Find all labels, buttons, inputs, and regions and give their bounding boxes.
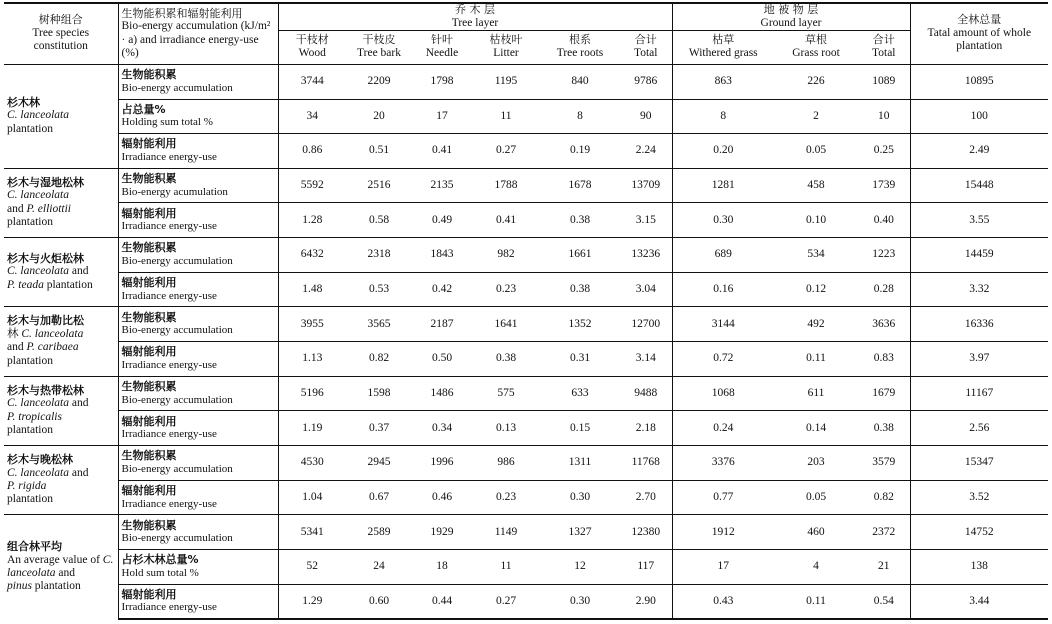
value-cell: 863	[672, 64, 774, 99]
value-cell: 0.24	[672, 411, 774, 446]
value-cell: 3.52	[910, 480, 1048, 515]
value-cell: 0.83	[858, 342, 910, 377]
table-row	[4, 515, 1048, 550]
value-cell: 0.77	[672, 480, 774, 515]
value-cell: 2.49	[910, 134, 1048, 169]
value-cell: 1.19	[278, 411, 346, 446]
metric-cell: 辐射能利用 Irradiance energy-use	[118, 584, 278, 619]
value-cell: 1486	[412, 376, 472, 411]
value-cell: 16336	[910, 307, 1048, 342]
metric-cell: 生物能积累 Bio-energy acumulation	[118, 168, 278, 203]
table-row	[4, 99, 1048, 134]
column-header: 合计 Total	[858, 30, 910, 64]
table-row	[4, 584, 1048, 619]
value-cell: 0.41	[472, 203, 540, 238]
value-cell: 2945	[346, 446, 412, 481]
value-cell: 0.15	[540, 411, 620, 446]
table-row	[4, 411, 1048, 446]
value-cell: 2209	[346, 64, 412, 99]
value-cell: 2318	[346, 238, 412, 273]
value-cell: 21	[858, 550, 910, 585]
value-cell: 12700	[620, 307, 672, 342]
column-header: 根系 Tree roots	[540, 30, 620, 64]
column-header: 干枝材 Wood	[278, 30, 346, 64]
value-cell: 2589	[346, 515, 412, 550]
value-cell: 10895	[910, 64, 1048, 99]
metric-cell: 生物能积累 Bio-energy accumulation	[118, 307, 278, 342]
value-cell: 9488	[620, 376, 672, 411]
value-cell: 0.43	[672, 584, 774, 619]
value-cell: 34	[278, 99, 346, 134]
table-row	[4, 238, 1048, 273]
value-cell: 0.46	[412, 480, 472, 515]
table-row	[4, 168, 1048, 203]
value-cell: 6432	[278, 238, 346, 273]
value-cell: 3.15	[620, 203, 672, 238]
value-cell: 12380	[620, 515, 672, 550]
whole-plantation-header: 全林总量 Tatal amount of whole plantation	[910, 3, 1048, 64]
value-cell: 0.25	[858, 134, 910, 169]
value-cell: 0.82	[858, 480, 910, 515]
value-cell: 11768	[620, 446, 672, 481]
value-cell: 2.90	[620, 584, 672, 619]
value-cell: 3579	[858, 446, 910, 481]
value-cell: 458	[774, 168, 858, 203]
table-row	[4, 342, 1048, 377]
value-cell: 0.50	[412, 342, 472, 377]
value-cell: 1598	[346, 376, 412, 411]
value-cell: 1929	[412, 515, 472, 550]
value-cell: 0.60	[346, 584, 412, 619]
value-cell: 0.19	[540, 134, 620, 169]
value-cell: 1281	[672, 168, 774, 203]
value-cell: 14459	[910, 238, 1048, 273]
value-cell: 611	[774, 376, 858, 411]
value-cell: 0.58	[346, 203, 412, 238]
value-cell: 4	[774, 550, 858, 585]
value-cell: 3.55	[910, 203, 1048, 238]
value-cell: 460	[774, 515, 858, 550]
value-cell: 0.27	[472, 584, 540, 619]
value-cell: 0.41	[412, 134, 472, 169]
table-header	[4, 3, 1048, 64]
value-cell: 689	[672, 238, 774, 273]
value-cell: 12	[540, 550, 620, 585]
value-cell: 1996	[412, 446, 472, 481]
metric-cell: 生物能积累 Bio-energy accumulation	[118, 376, 278, 411]
value-cell: 11	[472, 99, 540, 134]
value-cell: 1843	[412, 238, 472, 273]
value-cell: 1.28	[278, 203, 346, 238]
ground-layer-header: 地 被 物 层 Ground layer	[672, 3, 910, 30]
value-cell: 90	[620, 99, 672, 134]
value-cell: 2	[774, 99, 858, 134]
table-body	[4, 64, 1048, 619]
value-cell: 0.13	[472, 411, 540, 446]
value-cell: 24	[346, 550, 412, 585]
value-cell: 5592	[278, 168, 346, 203]
value-cell: 5341	[278, 515, 346, 550]
value-cell: 0.23	[472, 480, 540, 515]
value-cell: 534	[774, 238, 858, 273]
column-header: 合计 Total	[620, 30, 672, 64]
species-header: 树种组合 Tree species constitution	[4, 3, 118, 64]
value-cell: 0.05	[774, 480, 858, 515]
value-cell: 2.56	[910, 411, 1048, 446]
value-cell: 1327	[540, 515, 620, 550]
value-cell: 0.38	[472, 342, 540, 377]
column-header: 草根 Grass root	[774, 30, 858, 64]
value-cell: 0.82	[346, 342, 412, 377]
value-cell: 100	[910, 99, 1048, 134]
value-cell: 17	[412, 99, 472, 134]
table-row	[4, 376, 1048, 411]
value-cell: 0.20	[672, 134, 774, 169]
metric-header: 生物能积累和辐射能利用 Bio-energy accumulation (kJ/m² · a) and irradiance energy-use (%)	[118, 3, 278, 64]
value-cell: 1.48	[278, 272, 346, 307]
value-cell: 15448	[910, 168, 1048, 203]
value-cell: 0.37	[346, 411, 412, 446]
value-cell: 10	[858, 99, 910, 134]
value-cell: 0.40	[858, 203, 910, 238]
metric-cell: 辐射能利用 Irradiance energy-use	[118, 203, 278, 238]
value-cell: 4530	[278, 446, 346, 481]
value-cell: 1.29	[278, 584, 346, 619]
column-header: 枯草 Withered grass	[672, 30, 774, 64]
value-cell: 0.42	[412, 272, 472, 307]
value-cell: 13236	[620, 238, 672, 273]
value-cell: 15347	[910, 446, 1048, 481]
column-header: 干枝皮 Tree bark	[346, 30, 412, 64]
value-cell: 0.30	[672, 203, 774, 238]
value-cell: 0.44	[412, 584, 472, 619]
value-cell: 3.97	[910, 342, 1048, 377]
value-cell: 0.05	[774, 134, 858, 169]
value-cell: 9786	[620, 64, 672, 99]
value-cell: 0.49	[412, 203, 472, 238]
value-cell: 0.38	[858, 411, 910, 446]
value-cell: 986	[472, 446, 540, 481]
species-cell: 组合林平均 An average value of C. lanceolata and pinus plantation	[4, 515, 118, 619]
value-cell: 5196	[278, 376, 346, 411]
value-cell: 0.51	[346, 134, 412, 169]
bioenergy-table	[4, 2, 1048, 620]
value-cell: 20	[346, 99, 412, 134]
value-cell: 0.53	[346, 272, 412, 307]
value-cell: 492	[774, 307, 858, 342]
species-cell: 杉木与湿地松林 C. lanceolata and P. elliottii plantation	[4, 168, 118, 237]
metric-cell: 生物能积累 Bio-energy accumulation	[118, 238, 278, 273]
value-cell: 3144	[672, 307, 774, 342]
value-cell: 0.11	[774, 342, 858, 377]
value-cell: 1788	[472, 168, 540, 203]
value-cell: 0.72	[672, 342, 774, 377]
value-cell: 2.18	[620, 411, 672, 446]
value-cell: 2.24	[620, 134, 672, 169]
value-cell: 1089	[858, 64, 910, 99]
table-row	[4, 64, 1048, 99]
species-cell: 杉木与热带松林 C. lanceolata and P. tropicalis plantation	[4, 376, 118, 445]
value-cell: 17	[672, 550, 774, 585]
column-header: 针叶 Needle	[412, 30, 472, 64]
table-row	[4, 203, 1048, 238]
value-cell: 11	[472, 550, 540, 585]
value-cell: 0.38	[540, 272, 620, 307]
metric-cell: 生物能积累 Bio-energy accumulation	[118, 446, 278, 481]
value-cell: 1195	[472, 64, 540, 99]
value-cell: 0.14	[774, 411, 858, 446]
table-row	[4, 446, 1048, 481]
value-cell: 0.34	[412, 411, 472, 446]
value-cell: 0.23	[472, 272, 540, 307]
metric-cell: 占杉木林总量% Hold sum total %	[118, 550, 278, 585]
value-cell: 1149	[472, 515, 540, 550]
value-cell: 0.27	[472, 134, 540, 169]
metric-cell: 辐射能利用 Irradiance energy-use	[118, 480, 278, 515]
value-cell: 0.12	[774, 272, 858, 307]
value-cell: 1679	[858, 376, 910, 411]
value-cell: 1798	[412, 64, 472, 99]
value-cell: 13709	[620, 168, 672, 203]
value-cell: 633	[540, 376, 620, 411]
metric-cell: 辐射能利用 Irradiance energy-use	[118, 272, 278, 307]
metric-cell: 占总量% Holding sum total %	[118, 99, 278, 134]
value-cell: 3636	[858, 307, 910, 342]
value-cell: 3955	[278, 307, 346, 342]
value-cell: 226	[774, 64, 858, 99]
value-cell: 1068	[672, 376, 774, 411]
value-cell: 840	[540, 64, 620, 99]
value-cell: 0.28	[858, 272, 910, 307]
species-cell: 杉木与晚松林 C. lanceolata and P. rigida plantation	[4, 446, 118, 515]
metric-cell: 生物能积累 Bio-energy accumulation	[118, 515, 278, 550]
table-row	[4, 272, 1048, 307]
species-cell: 杉木与火炬松林 C. lanceolata and P. teada plantation	[4, 238, 118, 307]
value-cell: 0.30	[540, 584, 620, 619]
value-cell: 2516	[346, 168, 412, 203]
metric-cell: 辐射能利用 Irradiance energy-use	[118, 134, 278, 169]
value-cell: 14752	[910, 515, 1048, 550]
value-cell: 8	[540, 99, 620, 134]
value-cell: 0.31	[540, 342, 620, 377]
value-cell: 2372	[858, 515, 910, 550]
value-cell: 3565	[346, 307, 412, 342]
value-cell: 0.11	[774, 584, 858, 619]
value-cell: 2187	[412, 307, 472, 342]
value-cell: 0.67	[346, 480, 412, 515]
value-cell: 0.16	[672, 272, 774, 307]
value-cell: 2.70	[620, 480, 672, 515]
value-cell: 0.54	[858, 584, 910, 619]
value-cell: 1739	[858, 168, 910, 203]
value-cell: 18	[412, 550, 472, 585]
value-cell: 1.04	[278, 480, 346, 515]
table-row	[4, 480, 1048, 515]
species-cell: 杉木林 C. lanceolata plantation	[4, 64, 118, 168]
value-cell: 1912	[672, 515, 774, 550]
metric-cell: 生物能积累 Bio-energy accumulation	[118, 64, 278, 99]
value-cell: 117	[620, 550, 672, 585]
value-cell: 3.32	[910, 272, 1048, 307]
value-cell: 203	[774, 446, 858, 481]
value-cell: 0.86	[278, 134, 346, 169]
value-cell: 1661	[540, 238, 620, 273]
value-cell: 52	[278, 550, 346, 585]
metric-cell: 辐射能利用 Irradiance energy-use	[118, 342, 278, 377]
value-cell: 0.38	[540, 203, 620, 238]
value-cell: 0.30	[540, 480, 620, 515]
metric-cell: 辐射能利用 Irradiance energy-use	[118, 411, 278, 446]
column-header: 枯枝叶 Litter	[472, 30, 540, 64]
value-cell: 3.14	[620, 342, 672, 377]
table-row	[4, 550, 1048, 585]
value-cell: 138	[910, 550, 1048, 585]
value-cell: 0.10	[774, 203, 858, 238]
value-cell: 11167	[910, 376, 1048, 411]
value-cell: 1.13	[278, 342, 346, 377]
tree-layer-header: 乔 木 层 Tree layer	[278, 3, 672, 30]
value-cell: 1223	[858, 238, 910, 273]
value-cell: 575	[472, 376, 540, 411]
species-cell: 杉木与加勒比松 林 C. lanceolata and P. caribaea plantation	[4, 307, 118, 376]
value-cell: 2135	[412, 168, 472, 203]
value-cell: 1678	[540, 168, 620, 203]
value-cell: 1352	[540, 307, 620, 342]
value-cell: 982	[472, 238, 540, 273]
value-cell: 1311	[540, 446, 620, 481]
value-cell: 1641	[472, 307, 540, 342]
value-cell: 3.44	[910, 584, 1048, 619]
table-row	[4, 134, 1048, 169]
value-cell: 3744	[278, 64, 346, 99]
value-cell: 3.04	[620, 272, 672, 307]
value-cell: 3376	[672, 446, 774, 481]
table-row	[4, 307, 1048, 342]
value-cell: 8	[672, 99, 774, 134]
